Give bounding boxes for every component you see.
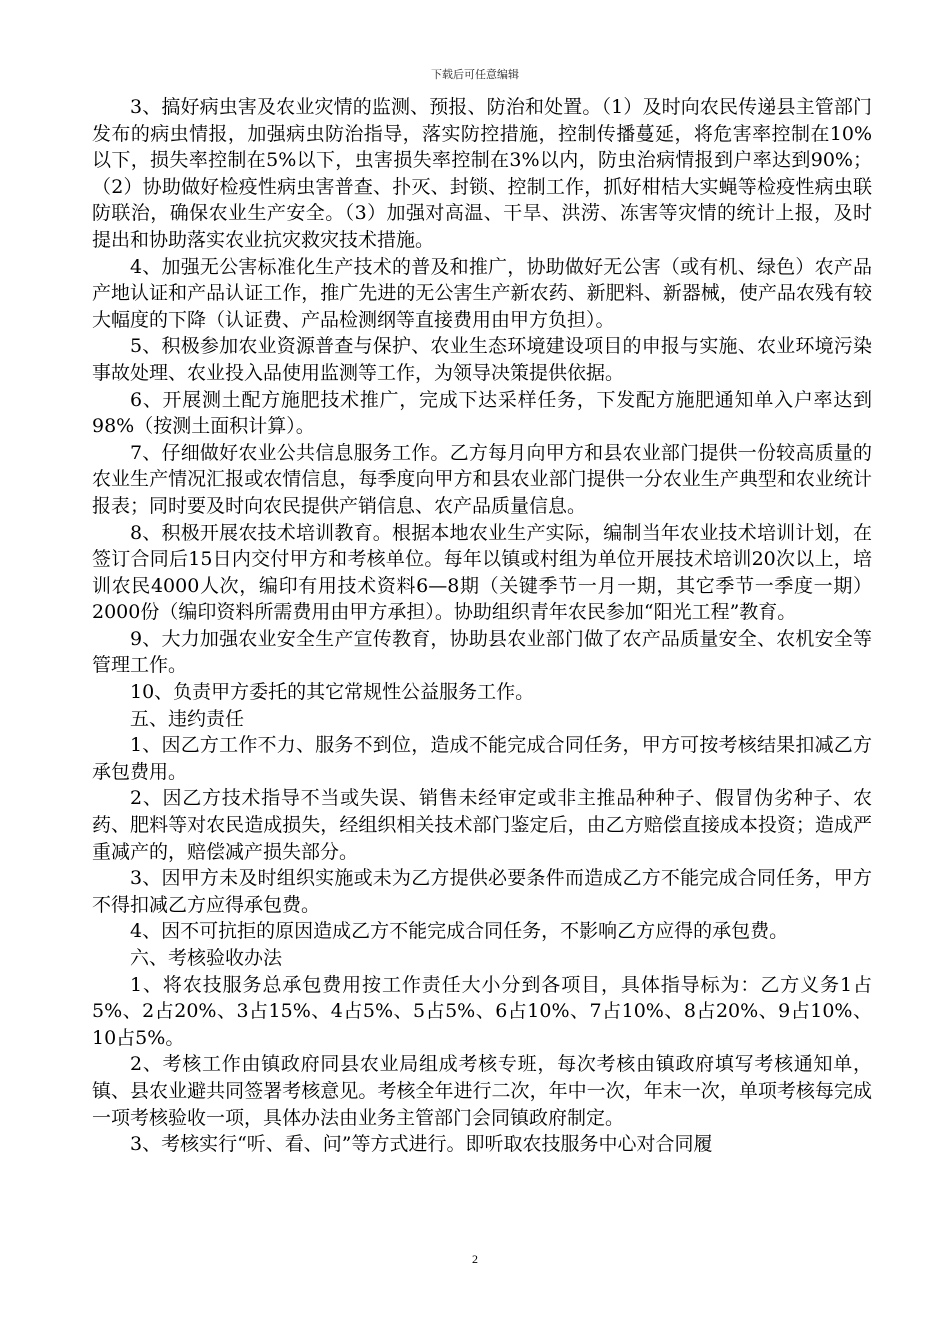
paragraph: 2、因乙方技术指导不当或失误、销售未经审定或非主推品种种子、假冒伪劣种子、农药、肥料等对农民造成损失，经组织相关技术部门鉴定后，由乙方赔偿直接成本投资；造成严重减产的，赔偿减产损失部分。 [92,787,872,863]
paragraph: 3、因甲方未及时组织实施或未为乙方提供必要条件而造成乙方不能完成合同任务，甲方不得扣减乙方应得承包费。 [92,867,872,916]
paragraph: 4、因不可抗拒的原因造成乙方不能完成合同任务，不影响乙方应得的承包费。 [130,920,789,943]
section-heading: 六、考核验收办法 [130,947,283,969]
page-header: 下载后可任意编辑 [431,68,519,81]
paragraph: 3、搞好病虫害及农业灾情的监测、预报、防治和处置。（1）及时向农民传递县主管部门发布的病虫情报，加强病虫防治指导，落实防控措施，控制传播蔓延，将危害率控制在10%以下，损失率控制在5%以下，虫害损失率控制在3%以内，防虫治病情报到户率达到90%；（2）协助做好检疫性病虫害普查、扑灭、封锁、控制工作，抓好柑桔大实蝇等检疫性病虫联防联治，确保农业生产安全。（3）加强对高温、干旱、洪涝、冻害等灾情的统计上报，及时提出和协助落实农业抗灾救灾技术措施。 [92,96,872,251]
section-heading: 五、违约责任 [130,707,245,730]
paragraph: 4、加强无公害标准化生产技术的普及和推广，协助做好无公害（或有机、绿色）农产品产地认证和产品认证工作，推广先进的无公害生产新农药、新肥料、新器械，使产品农残有较大幅度的下降（认证费、产品检测纲等直接费用由甲方负担）。 [92,255,872,331]
paragraph: 1、将农技服务总承包费用按工作责任大小分到各项目，具体指导标为：乙方义务1占5%、2占20%、3占15%、4占5%、5占5%、6占10%、7占10%、8占20%、9占10%、10占5%。 [92,973,872,1049]
paragraph: 1、因乙方工作不力、服务不到位，造成不能完成合同任务，甲方可按考核结果扣减乙方承包费用。 [92,734,872,783]
paragraph: 7、仔细做好农业公共信息服务工作。乙方每月向甲方和县农业部门提供一份较高质量的农业生产情况汇报或农情信息，每季度向甲方和县农业部门提供一分农业生产典型和农业统计报表；同时要及时向农民提供产销信息、农产品质量信息。 [92,441,872,517]
paragraph: 10、负责甲方委托的其它常规性公益服务工作。 [130,681,535,704]
paragraph: 3、考核实行“听、看、问”等方式进行。即听取农技服务中心对合同履 [130,1133,713,1156]
paragraph: 5、积极参加农业资源普查与保护、农业生态环境建设项目的申报与实施、农业环境污染事故处理、农业投入品使用监测等工作，为领导决策提供依据。 [92,335,872,384]
paragraph: 2、考核工作由镇政府同县农业局组成考核专班，每次考核由镇政府填写考核通知单，镇、县农业避共同签署考核意见。考核全年进行二次，年中一次，年末一次，单项考核每完成一项考核验收一项，具体办法由业务主管部门会同镇政府制定。 [92,1053,872,1129]
paragraph: 9、大力加强农业安全生产宣传教育，协助县农业部门做了农产品质量安全、农机安全等管理工作。 [92,627,872,677]
page-number: 2 [472,1252,478,1266]
body-text [92,94,872,1158]
paragraph: 8、积极开展农技术培训教育。根据本地农业生产实际，编制当年农业技术培训计划，在签订合同后15日内交付甲方和考核单位。每年以镇或村组为单位开展技术培训20次以上，培训农民4000人次，编印有用技术资料6—8期（关键季节一月一期，其它季节一季度一期）2000份（编印资料所需费用由甲方承担）。协助组织青年农民参加“阳光工程”教育。 [92,521,872,624]
paragraph: 6、开展测土配方施肥技术推广，完成下达采样任务，下发配方施肥通知单入户率达到98%（按测土面积计算）。 [92,388,872,438]
